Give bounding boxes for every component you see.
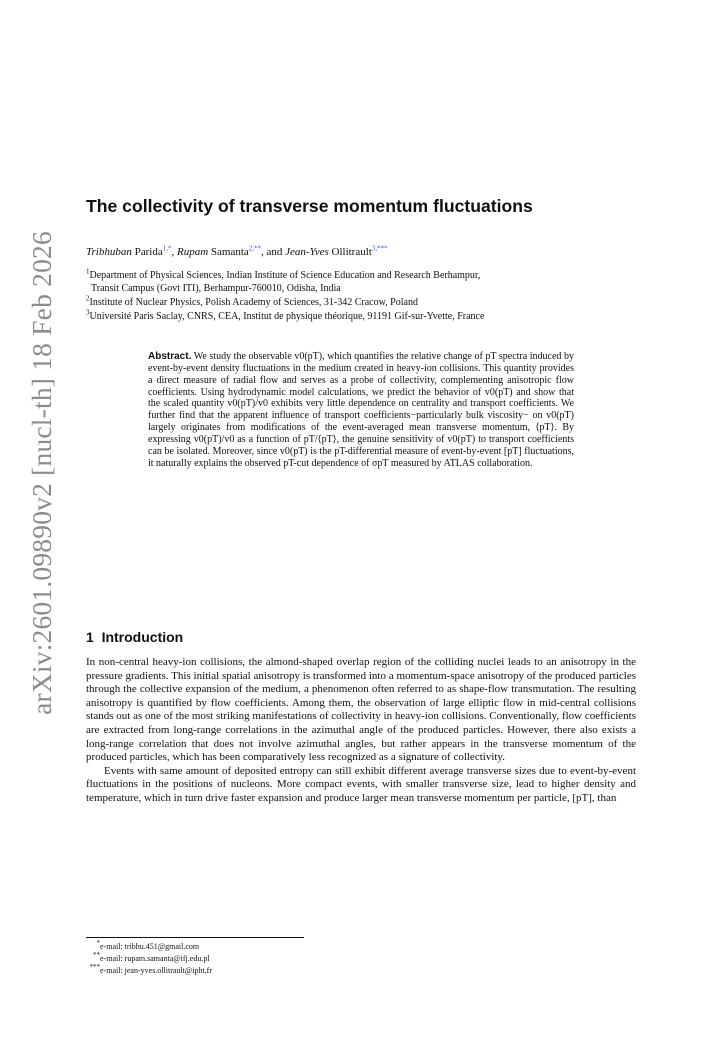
- affiliation-2: $^2$Institute of Nuclear Physics, Polish Academy of Sciences, 31-342 Cracow, Poland: [86, 294, 418, 308]
- abstract-label: Abstract.: [148, 351, 192, 362]
- author: Jean-Yves Ollitrault$^{3,***}$: [285, 244, 388, 258]
- footnote: *e-mail: tribhu.451@gmail.com: [96, 939, 200, 951]
- section-heading: 1 Introduction: [86, 629, 184, 645]
- abstract-text: We study the observable v0(pT), which quantifies the relative change of pT spectra induced by event-by-event density fluctuations in the medium created in heavy-ion collisions. This quantity provides a direct measure of radial flow and serves as a probe of collectivity, complementing anisotropic flow coefficients. Using hydrodynamic model calculations, we predict the behavior of v0(pT) and show that the scaled quantity v0(pT)/v0 exhibits very little dependence on centrality and transport coefficients. We further find that the apparent influence of transport coefficients−particularly bulk viscosity− on v0(pT) largely originates from modifications of the event-averaged mean transverse momentum, ⟨pT⟩. By expressing v0(pT)/v0 as a function of pT/⟨pT⟩, the genuine sensitivity of v0(pT) to transport coefficients can be isolated. Moreover, since v0(pT) is the pT-differential measure of event-by-event [pT] fluctuations, it naturally explains the observed pT-cut dependence of σpT measured by ATLAS collaboration.: [148, 351, 574, 469]
- paper-title: The collectivity of transverse momentum fluctuations: [86, 196, 533, 216]
- author: Tribhuban Parida$^{1,*}$: [86, 244, 172, 258]
- affiliation-1-line-2: Transit Campus (Govt ITI), Berhampur-760010, Odisha, India: [91, 283, 341, 294]
- footnote-rule: [86, 937, 304, 938]
- section-body: [86, 656, 636, 806]
- paragraph: In non-central heavy-ion collisions, the almond-shaped overlap region of the colliding nuclei leads to an anisotropy in the pressure gradients. This initial spatial anisotropy is transformed into a momentum-space anisotropy of the produced particles through the collective expansion of the medium, a phenomenon often referred to as shape-flow transmutation. The resulting anisotropy is quantified by flow coefficients. Among them, the observation of large elliptic flow in mid-central collisions stands out as one of the most striking manifestations of collectivity in heavy-ion collisions. Conventionally, flow coefficients are extracted from long-range correlations in the azimuthal angle of the produced particles. However, there also exists a long-range correlation that does not involve azimuthal angles, but rather appears in the transverse momentum of the produced particles, which has been comparatively less recognized as a signature of collectivity.: [86, 656, 636, 764]
- footnote: ***e-mail: jean-yves.ollitrault@ipht.fr: [89, 963, 212, 975]
- affiliation-1: $^1$Department of Physical Sciences, Indian Institute of Science Education and Research Berhampur,: [86, 267, 481, 281]
- abstract: [148, 351, 574, 469]
- author: Rupam Samanta$^{2,**}$: [176, 244, 262, 258]
- arxiv-sidebar-stamp: [22, 231, 62, 715]
- paragraph: Events with same amount of deposited entropy can still exhibit different average transverse sizes due to event-by-event fluctuations in the positions of nucleons. More compact events, with smaller transverse size, lead to higher density and temperature, which in turn drive faster expansion and produce larger mean transverse momentum per particle, [pT], than: [86, 764, 636, 804]
- arxiv-identifier: arXiv:2601.09890v2 [nucl-th] 18 Feb 2026: [26, 231, 57, 715]
- author-list: Tribhuban Parida$^{1,*}$, Rupam Samanta$^{2,**}$, and Jean-Yves Ollitrault$^{3,***}$: [86, 244, 388, 258]
- affiliation-3: $^3$Université Paris Saclay, CNRS, CEA, Institut de physique théorique, 91191 Gif-sur-Yvette, France: [86, 308, 485, 322]
- footnote: **e-mail: rupam.samanta@ifj.edu.pl: [93, 951, 210, 963]
